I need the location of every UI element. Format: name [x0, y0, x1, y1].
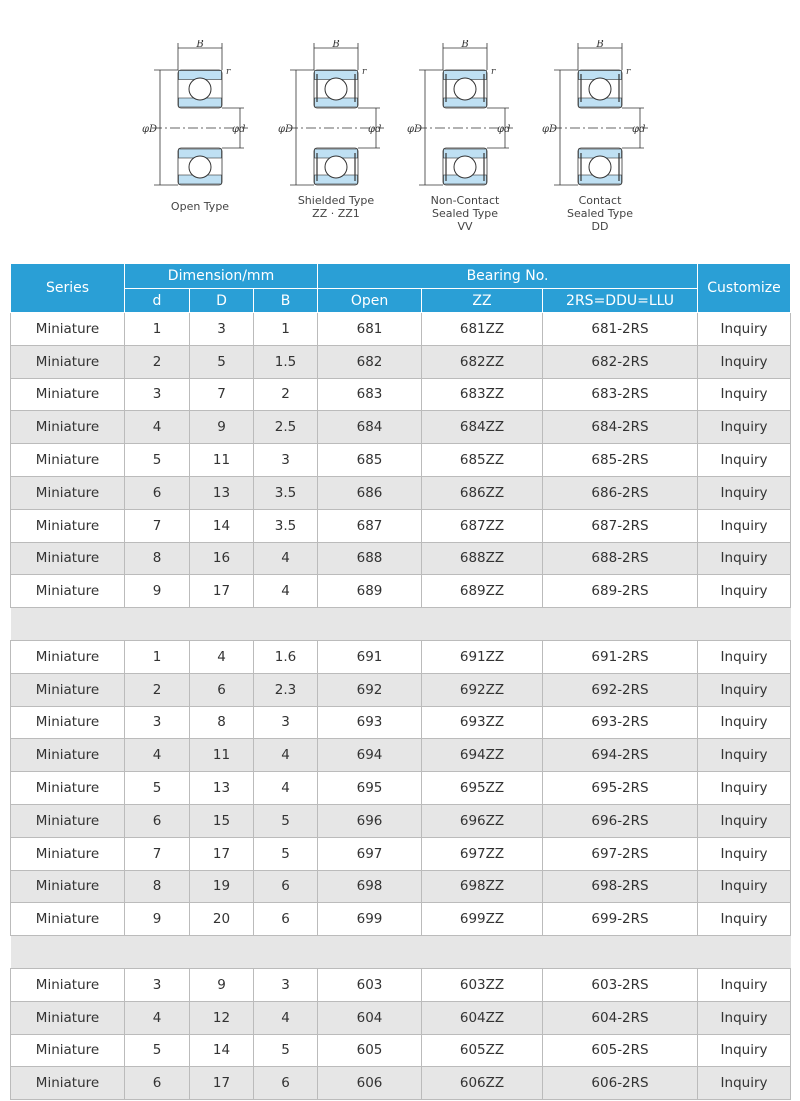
- cell-zz: 687ZZ: [422, 509, 543, 542]
- cell-customize[interactable]: Inquiry: [698, 640, 791, 673]
- cell-zz: 685ZZ: [422, 444, 543, 477]
- table-row: [11, 706, 791, 739]
- diagram-caption: [540, 194, 660, 233]
- cell-customize[interactable]: Inquiry: [698, 444, 791, 477]
- cell-customize[interactable]: Inquiry: [698, 411, 791, 444]
- cell-customize[interactable]: Inquiry: [698, 313, 791, 346]
- cell-open: 687: [318, 509, 422, 542]
- cell-customize[interactable]: Inquiry: [698, 575, 791, 608]
- svg-text:B: B: [332, 40, 340, 50]
- bearing-cross-section-icon: [405, 40, 525, 190]
- cell-B: 2.3: [254, 673, 318, 706]
- cell-series: Miniature: [11, 870, 125, 903]
- cell-D: 9: [190, 411, 254, 444]
- table-row: [11, 476, 791, 509]
- cell-open: 691: [318, 640, 422, 673]
- table-row: [11, 739, 791, 772]
- cell-customize[interactable]: Inquiry: [698, 903, 791, 936]
- cell-B: 3.5: [254, 509, 318, 542]
- table-row: [11, 378, 791, 411]
- svg-text:φD: φD: [278, 124, 294, 135]
- caption-line: Sealed Type: [566, 207, 634, 220]
- cell-open: 698: [318, 870, 422, 903]
- cell-customize[interactable]: Inquiry: [698, 542, 791, 575]
- cell-open: 684: [318, 411, 422, 444]
- table-row: [11, 509, 791, 542]
- cell-customize[interactable]: Inquiry: [698, 509, 791, 542]
- cell-d: 5: [125, 1034, 190, 1067]
- cell-open: 699: [318, 903, 422, 936]
- cell-series: Miniature: [11, 1001, 125, 1034]
- cell-zz: 686ZZ: [422, 476, 543, 509]
- cell-D: 7: [190, 378, 254, 411]
- svg-text:φD: φD: [407, 124, 423, 135]
- cell-d: 8: [125, 542, 190, 575]
- cell-D: 3: [190, 313, 254, 346]
- table-row: [11, 640, 791, 673]
- cell-B: 1.6: [254, 640, 318, 673]
- cell-series: Miniature: [11, 575, 125, 608]
- cell-B: 5: [254, 837, 318, 870]
- cell-B: 4: [254, 739, 318, 772]
- svg-text:φd: φd: [497, 124, 511, 135]
- cell-B: 4: [254, 575, 318, 608]
- cell-zz: 605ZZ: [422, 1034, 543, 1067]
- cell-d: 3: [125, 378, 190, 411]
- bearing-diagram-contact: [540, 40, 660, 233]
- bearing-cross-section-icon: [276, 40, 396, 190]
- cell-2rs: 689-2RS: [543, 575, 698, 608]
- cell-series: Miniature: [11, 772, 125, 805]
- cell-zz: 682ZZ: [422, 345, 543, 378]
- cell-series: Miniature: [11, 476, 125, 509]
- header-2rs: 2RS=DDU=LLU: [543, 289, 698, 313]
- caption-line: Non-Contact: [430, 194, 500, 207]
- cell-B: 2.5: [254, 411, 318, 444]
- cell-zz: 698ZZ: [422, 870, 543, 903]
- cell-open: 688: [318, 542, 422, 575]
- cell-customize[interactable]: Inquiry: [698, 1067, 791, 1100]
- cell-D: 19: [190, 870, 254, 903]
- bearing-diagram-open: [140, 40, 260, 213]
- cell-open: 694: [318, 739, 422, 772]
- cell-open: 605: [318, 1034, 422, 1067]
- cell-B: 3: [254, 968, 318, 1001]
- cell-zz: 699ZZ: [422, 903, 543, 936]
- cell-B: 1.5: [254, 345, 318, 378]
- cell-d: 5: [125, 444, 190, 477]
- cell-B: 4: [254, 1001, 318, 1034]
- cell-customize[interactable]: Inquiry: [698, 804, 791, 837]
- cell-2rs: 695-2RS: [543, 772, 698, 805]
- cell-open: 681: [318, 313, 422, 346]
- cell-customize[interactable]: Inquiry: [698, 739, 791, 772]
- diagram-caption: [276, 194, 396, 220]
- group-separator: [11, 608, 791, 641]
- cell-D: 11: [190, 444, 254, 477]
- cell-2rs: 687-2RS: [543, 509, 698, 542]
- diagram-caption: [405, 194, 525, 233]
- caption-line: ZZ · ZZ1: [312, 207, 360, 220]
- cell-zz: 694ZZ: [422, 739, 543, 772]
- cell-d: 6: [125, 804, 190, 837]
- cell-2rs: 683-2RS: [543, 378, 698, 411]
- svg-text:φD: φD: [542, 124, 558, 135]
- caption-line: Shielded Type: [297, 194, 375, 207]
- cell-D: 12: [190, 1001, 254, 1034]
- cell-series: Miniature: [11, 313, 125, 346]
- table-row: [11, 575, 791, 608]
- cell-D: 11: [190, 739, 254, 772]
- cell-customize[interactable]: Inquiry: [698, 476, 791, 509]
- cell-series: Miniature: [11, 804, 125, 837]
- table-row: [11, 1034, 791, 1067]
- cell-series: Miniature: [11, 739, 125, 772]
- svg-text:φD: φD: [142, 124, 158, 135]
- cell-B: 6: [254, 870, 318, 903]
- cell-series: Miniature: [11, 706, 125, 739]
- cell-D: 14: [190, 1034, 254, 1067]
- cell-2rs: 603-2RS: [543, 968, 698, 1001]
- cell-B: 6: [254, 903, 318, 936]
- cell-d: 8: [125, 870, 190, 903]
- table-row: [11, 968, 791, 1001]
- bearing-table: [10, 263, 791, 1100]
- table-row: [11, 804, 791, 837]
- cell-2rs: 681-2RS: [543, 313, 698, 346]
- group-separator: [11, 936, 791, 969]
- cell-d: 7: [125, 837, 190, 870]
- cell-d: 9: [125, 575, 190, 608]
- cell-d: 6: [125, 1067, 190, 1100]
- cell-2rs: 696-2RS: [543, 804, 698, 837]
- cell-open: 695: [318, 772, 422, 805]
- cell-zz: 603ZZ: [422, 968, 543, 1001]
- cell-d: 4: [125, 739, 190, 772]
- cell-customize[interactable]: Inquiry: [698, 345, 791, 378]
- cell-B: 1: [254, 313, 318, 346]
- cell-B: 2: [254, 378, 318, 411]
- caption-line: Sealed Type: [431, 207, 499, 220]
- svg-text:r: r: [226, 67, 231, 77]
- cell-series: Miniature: [11, 345, 125, 378]
- cell-2rs: 692-2RS: [543, 673, 698, 706]
- header-open: Open: [318, 289, 422, 313]
- bearing-diagram-shielded: [276, 40, 396, 220]
- bearing-cross-section-icon: [540, 40, 660, 190]
- svg-text:r: r: [362, 67, 367, 77]
- cell-open: 689: [318, 575, 422, 608]
- cell-2rs: 697-2RS: [543, 837, 698, 870]
- cell-D: 5: [190, 345, 254, 378]
- cell-D: 13: [190, 772, 254, 805]
- cell-d: 3: [125, 706, 190, 739]
- cell-zz: 683ZZ: [422, 378, 543, 411]
- table-row: [11, 1001, 791, 1034]
- cell-customize[interactable]: Inquiry: [698, 1034, 791, 1067]
- cell-2rs: 684-2RS: [543, 411, 698, 444]
- cell-2rs: 604-2RS: [543, 1001, 698, 1034]
- cell-series: Miniature: [11, 903, 125, 936]
- cell-open: 686: [318, 476, 422, 509]
- table-row: [11, 345, 791, 378]
- cell-open: 603: [318, 968, 422, 1001]
- cell-open: 692: [318, 673, 422, 706]
- cell-d: 4: [125, 1001, 190, 1034]
- cell-customize[interactable]: Inquiry: [698, 837, 791, 870]
- svg-text:φd: φd: [232, 124, 246, 135]
- cell-zz: 684ZZ: [422, 411, 543, 444]
- cell-d: 1: [125, 640, 190, 673]
- cell-zz: 696ZZ: [422, 804, 543, 837]
- table-row: [11, 444, 791, 477]
- cell-D: 9: [190, 968, 254, 1001]
- svg-text:B: B: [196, 40, 204, 50]
- cell-series: Miniature: [11, 1067, 125, 1100]
- cell-2rs: 693-2RS: [543, 706, 698, 739]
- cell-B: 3.5: [254, 476, 318, 509]
- cell-customize[interactable]: Inquiry: [698, 968, 791, 1001]
- cell-series: Miniature: [11, 444, 125, 477]
- cell-customize[interactable]: Inquiry: [698, 1001, 791, 1034]
- cell-D: 17: [190, 1067, 254, 1100]
- cell-open: 604: [318, 1001, 422, 1034]
- cell-D: 15: [190, 804, 254, 837]
- cell-B: 3: [254, 444, 318, 477]
- cell-open: 682: [318, 345, 422, 378]
- cell-customize[interactable]: Inquiry: [698, 378, 791, 411]
- table-row: [11, 1067, 791, 1100]
- cell-D: 6: [190, 673, 254, 706]
- svg-text:r: r: [626, 67, 631, 77]
- cell-customize[interactable]: Inquiry: [698, 673, 791, 706]
- cell-open: 606: [318, 1067, 422, 1100]
- cell-d: 9: [125, 903, 190, 936]
- cell-B: 4: [254, 772, 318, 805]
- cell-zz: 691ZZ: [422, 640, 543, 673]
- cell-D: 20: [190, 903, 254, 936]
- cell-series: Miniature: [11, 837, 125, 870]
- table-row: [11, 837, 791, 870]
- header-bearing-no: Bearing No.: [318, 264, 698, 289]
- cell-2rs: 606-2RS: [543, 1067, 698, 1100]
- cell-d: 2: [125, 345, 190, 378]
- diagram-caption: [140, 200, 260, 213]
- cell-D: 13: [190, 476, 254, 509]
- header-dimension: Dimension/mm: [125, 264, 318, 289]
- header-d: d: [125, 289, 190, 313]
- cell-open: 685: [318, 444, 422, 477]
- cell-d: 2: [125, 673, 190, 706]
- header-B: B: [254, 289, 318, 313]
- cell-customize[interactable]: Inquiry: [698, 870, 791, 903]
- cell-2rs: 691-2RS: [543, 640, 698, 673]
- bearing-cross-section-icon: [140, 40, 260, 190]
- cell-series: Miniature: [11, 378, 125, 411]
- cell-2rs: 682-2RS: [543, 345, 698, 378]
- separator-cell: [11, 608, 791, 641]
- cell-series: Miniature: [11, 509, 125, 542]
- cell-zz: 689ZZ: [422, 575, 543, 608]
- svg-text:φd: φd: [632, 124, 646, 135]
- cell-D: 17: [190, 575, 254, 608]
- table-row: [11, 772, 791, 805]
- cell-2rs: 686-2RS: [543, 476, 698, 509]
- cell-series: Miniature: [11, 640, 125, 673]
- caption-line: VV: [457, 220, 473, 233]
- cell-series: Miniature: [11, 411, 125, 444]
- svg-text:r: r: [491, 67, 496, 77]
- svg-text:φd: φd: [368, 124, 382, 135]
- cell-d: 1: [125, 313, 190, 346]
- caption-line: Open Type: [170, 200, 230, 213]
- cell-open: 693: [318, 706, 422, 739]
- cell-D: 14: [190, 509, 254, 542]
- header-series: Series: [11, 264, 125, 313]
- cell-zz: 688ZZ: [422, 542, 543, 575]
- cell-series: Miniature: [11, 1034, 125, 1067]
- cell-d: 6: [125, 476, 190, 509]
- table-row: [11, 542, 791, 575]
- svg-text:B: B: [461, 40, 469, 50]
- cell-zz: 681ZZ: [422, 313, 543, 346]
- cell-d: 5: [125, 772, 190, 805]
- header-zz: ZZ: [422, 289, 543, 313]
- cell-2rs: 699-2RS: [543, 903, 698, 936]
- header-D: D: [190, 289, 254, 313]
- cell-B: 6: [254, 1067, 318, 1100]
- cell-zz: 692ZZ: [422, 673, 543, 706]
- cell-series: Miniature: [11, 542, 125, 575]
- cell-D: 4: [190, 640, 254, 673]
- cell-zz: 695ZZ: [422, 772, 543, 805]
- cell-2rs: 605-2RS: [543, 1034, 698, 1067]
- cell-zz: 606ZZ: [422, 1067, 543, 1100]
- cell-B: 5: [254, 1034, 318, 1067]
- separator-cell: [11, 936, 791, 969]
- cell-open: 696: [318, 804, 422, 837]
- cell-D: 17: [190, 837, 254, 870]
- cell-series: Miniature: [11, 968, 125, 1001]
- bearing-diagram-noncontact: [405, 40, 525, 233]
- cell-d: 3: [125, 968, 190, 1001]
- table-row: [11, 673, 791, 706]
- cell-B: 3: [254, 706, 318, 739]
- cell-open: 683: [318, 378, 422, 411]
- cell-customize[interactable]: Inquiry: [698, 706, 791, 739]
- cell-series: Miniature: [11, 673, 125, 706]
- svg-text:B: B: [596, 40, 604, 50]
- table-row: [11, 870, 791, 903]
- cell-zz: 693ZZ: [422, 706, 543, 739]
- cell-2rs: 688-2RS: [543, 542, 698, 575]
- cell-2rs: 698-2RS: [543, 870, 698, 903]
- cell-D: 8: [190, 706, 254, 739]
- cell-d: 4: [125, 411, 190, 444]
- cell-B: 4: [254, 542, 318, 575]
- cell-d: 7: [125, 509, 190, 542]
- cell-2rs: 694-2RS: [543, 739, 698, 772]
- cell-customize[interactable]: Inquiry: [698, 772, 791, 805]
- cell-D: 16: [190, 542, 254, 575]
- table-row: [11, 313, 791, 346]
- caption-line: DD: [591, 220, 609, 233]
- table-row: [11, 411, 791, 444]
- header-customize: Customize: [698, 264, 791, 313]
- cell-zz: 604ZZ: [422, 1001, 543, 1034]
- cell-2rs: 685-2RS: [543, 444, 698, 477]
- cell-zz: 697ZZ: [422, 837, 543, 870]
- cell-B: 5: [254, 804, 318, 837]
- table-row: [11, 903, 791, 936]
- cell-open: 697: [318, 837, 422, 870]
- caption-line: Contact: [578, 194, 622, 207]
